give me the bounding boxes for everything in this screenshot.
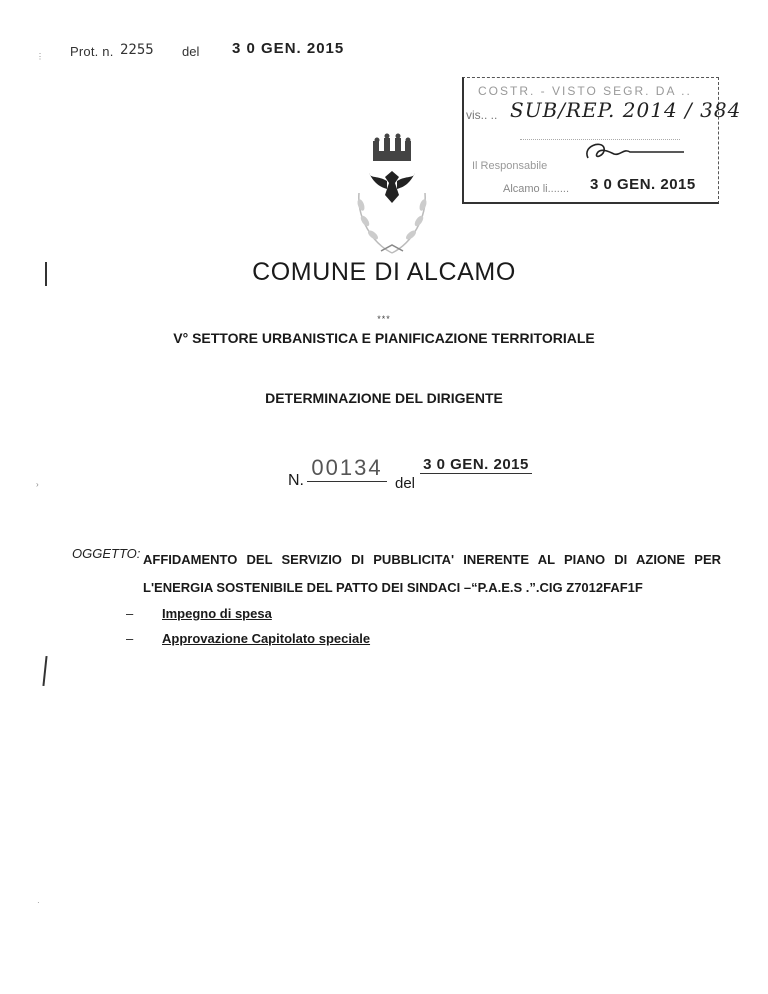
bullet-dash: –: [126, 606, 134, 621]
protocol-del-label: del: [182, 44, 200, 59]
scan-mark: [42, 656, 47, 686]
scan-speck: ⋮: [36, 52, 44, 61]
determination-date: 3 0 GEN. 2015: [420, 456, 532, 474]
oggetto-text: AFFIDAMENTO DEL SERVIZIO DI PUBBLICITA' INERENTE AL PIANO DI AZIONE PER L'ENERGIA SOSTENIBILE DEL PATTO DEI SINDACI –“P.A.E.S .”.CIG Z7012FAF1F: [143, 552, 721, 595]
scan-speck: ›: [36, 480, 39, 489]
municipal-crest-icon: [337, 133, 447, 263]
protocol-number: 2255: [120, 42, 154, 58]
separator-stars: ***: [377, 314, 391, 324]
stamp-visto-label: vis.. ..: [466, 108, 498, 122]
scan-speck: ·: [37, 898, 40, 907]
signature-icon: [580, 138, 690, 166]
bullet-impegno: Impegno di spesa: [162, 606, 272, 621]
protocol-date: 3 0 GEN. 2015: [232, 40, 345, 57]
stamp-date: 3 0 GEN. 2015: [590, 176, 696, 193]
stamp-header-line: COSTR. - VISTO SEGR. DA ..: [478, 84, 692, 98]
oggetto-label: OGGETTO:: [72, 546, 141, 561]
stamp-responsabile-label: Il Responsabile: [472, 160, 548, 172]
determination-number: 00134: [307, 455, 387, 482]
stamp-place-label: Alcamo li.......: [503, 183, 570, 195]
settore-title: V° SETTORE URBANISTICA E PIANIFICAZIONE TERRITORIALE: [173, 330, 595, 346]
protocol-label: Prot. n.: [70, 44, 114, 59]
number-del-label: del: [395, 475, 416, 492]
comune-title: COMUNE DI ALCAMO: [252, 258, 516, 286]
number-label: N.: [288, 472, 304, 489]
stamp-handwritten-reference: SUB/REP. 2014 / 384: [510, 98, 742, 122]
bullet-dash: –: [126, 631, 134, 646]
determinazione-title: DETERMINAZIONE DEL DIRIGENTE: [265, 390, 503, 406]
bullet-capitolato: Approvazione Capitolato speciale: [162, 631, 371, 646]
